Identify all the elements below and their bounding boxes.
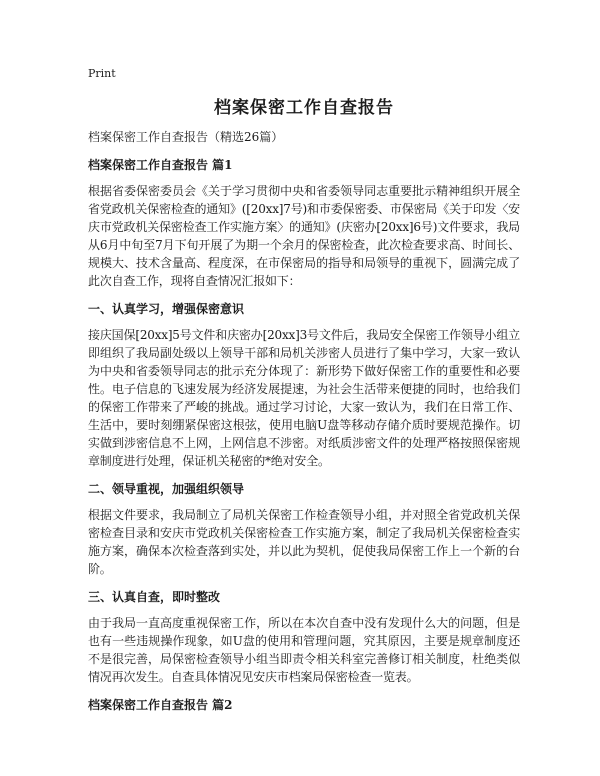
section2-heading: 二、领导重视，加强组织领导 [88,482,245,496]
intro-paragraph: 根据省委保密委员会《关于学习贯彻中央和省委领导同志重要批示精神组织开展全省党政机关保密检查的通知》([20xx]7号)和市委保密委、市保密局《关于印发〈安庆市党政机关保密检查工作实施方案〉的通知》(庆密办[20xx]6号)文件要求，我局从6月中旬至7月下旬开展了为期一个余月的保密检查，此次检查要求高、时间长、规模大、技术含量高、程度深，在市保密局的指导和局领导的重视下，圆满完成了此次自查工作，现将自查情况汇报如下： [88,184,520,288]
section3-paragraph: 由于我局一直高度重视保密工作，所以在本次自查中没有发现什么大的问题，但是也有一些违规操作现象，如U盘的使用和管理问题，究其原因，主要是规章制度还不是很完善，局保密检查领导小组当即责令相关科室完善修订相关制度，杜绝类似情况再次发生。自查具体情况见安庆市档案局保密检查一览表。 [88,616,520,684]
section3-heading: 三、认真自查，即时整改 [88,590,221,604]
section2-paragraph: 根据文件要求，我局制立了局机关保密工作检查领导小组，并对照全省党政机关保密检查目录和安庆市党政机关保密检查工作实施方案，制定了我局机关保密检查实施方案，确保本次检查落到实处，并以此为契机，促使我局保密工作上一个新的台阶。 [88,508,520,576]
section1-heading: 一、认真学习，增强保密意识 [88,302,245,316]
print-link[interactable]: Print [88,67,116,80]
section1-paragraph: 接庆国保[20xx]5号文件和庆密办[20xx]3号文件后，我局安全保密工作领导小组立即组织了我局副处级以上领导干部和局机关涉密人员进行了集中学习，大家一致认为中央和省委领导同志的批示充分体现了：新形势下做好保密工作的重要性和必要性。电子信息的飞速发展为经济发展提速，为社会生活带来便捷的同时，也给我们的保密工作带来了严峻的挑战。通过学习讨论，大家一致认为，我们在日常工作、生活中，要时刻绷紧保密这根弦，使用电脑U盘等移动存储介质时要规范操作。切实做到涉密信息不上网，上网信息不涉密。对纸质涉密文件的处理严格按照保密规章制度进行处理，保证机关秘密的*绝对安全。 [88,328,520,468]
document-subtitle: 档案保密工作自查报告（精选26篇） [88,130,284,144]
document-page [88,66,520,714]
article1-heading: 档案保密工作自查报告 篇1 [88,158,233,172]
article2-heading: 档案保密工作自查报告 篇2 [88,698,233,712]
page-title: 档案保密工作自查报告 [214,98,394,118]
